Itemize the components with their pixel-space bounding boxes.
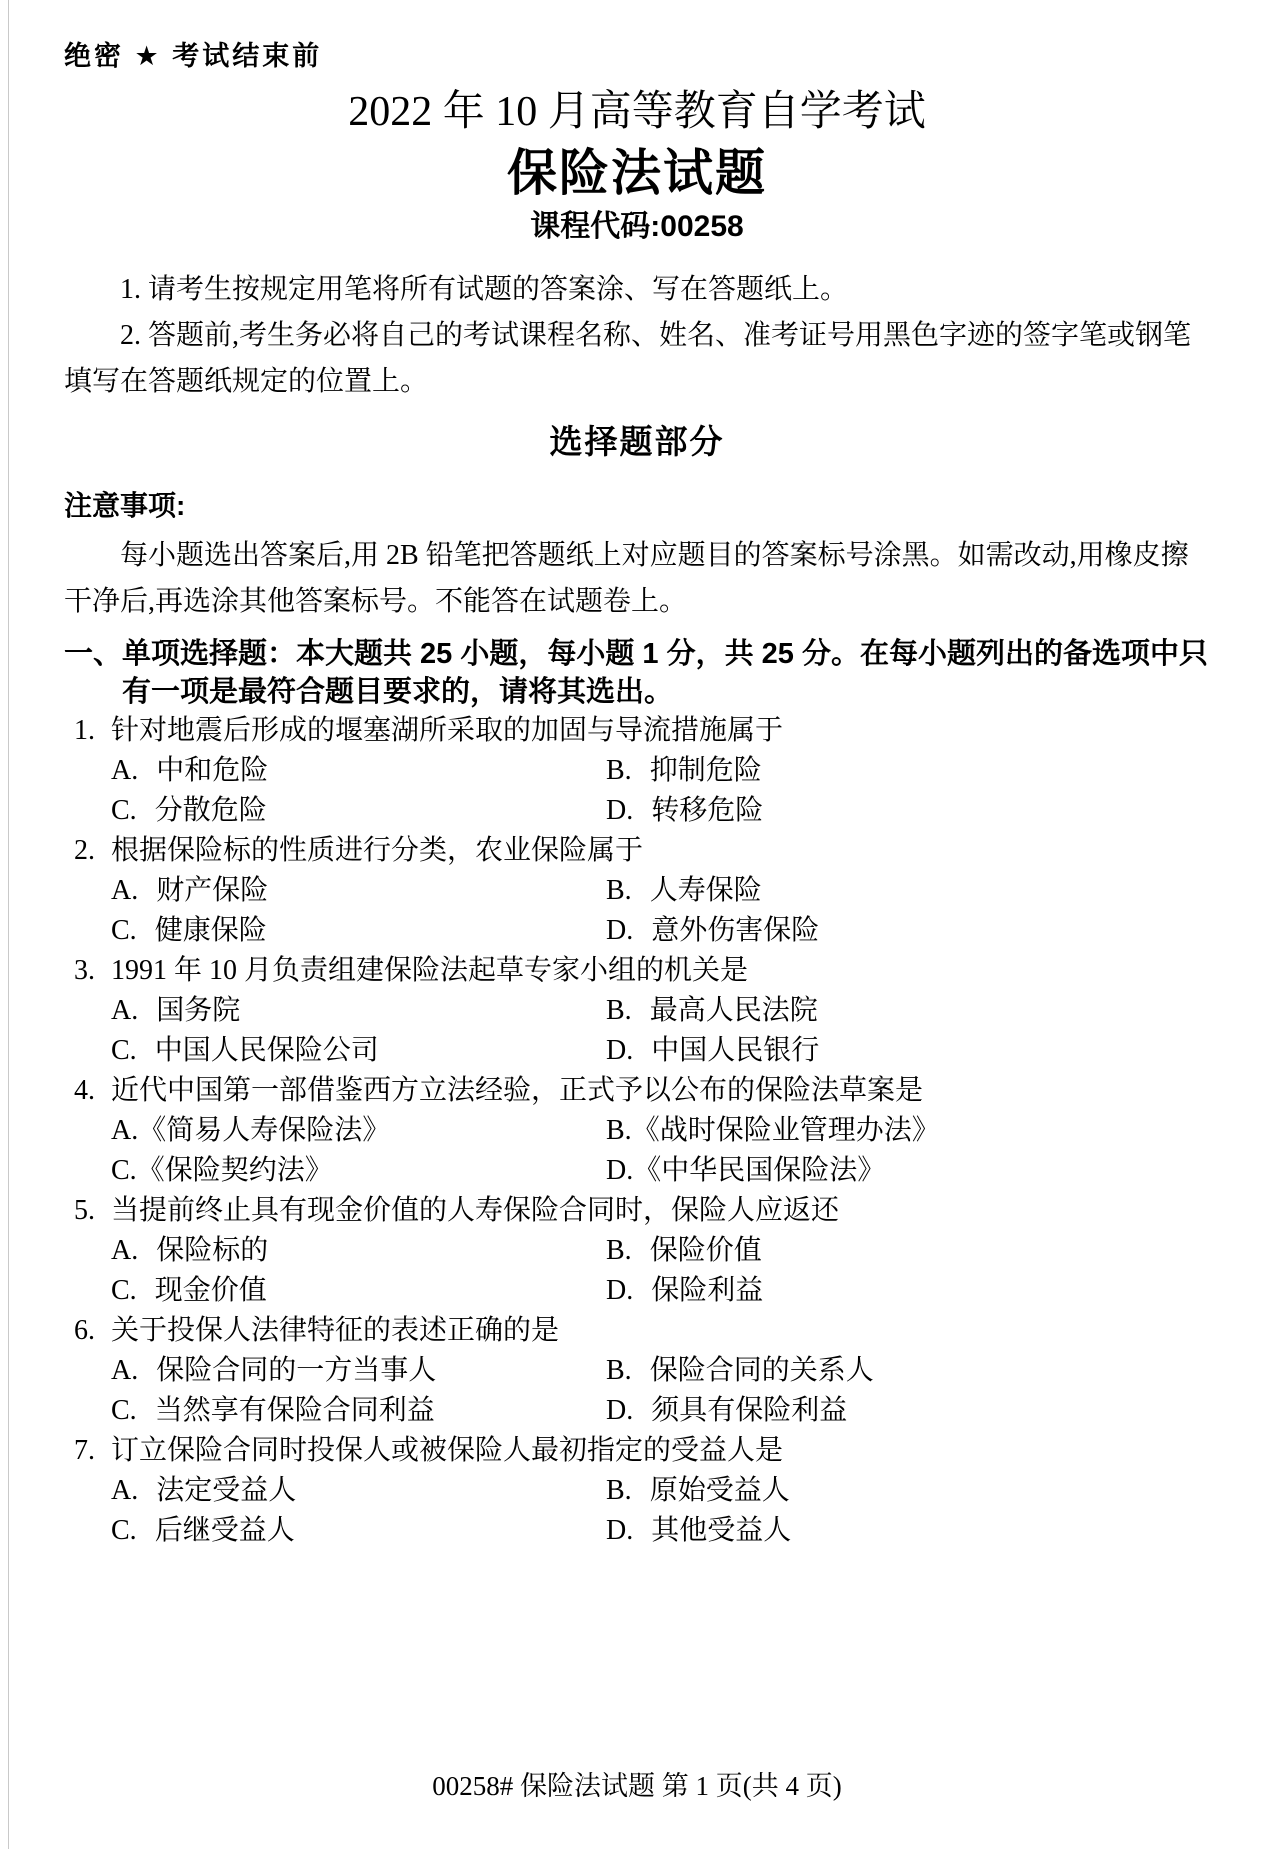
question-stem-row [64,831,1210,871]
instruction-1: 1. 请考生按规定用笔将所有试题的答案涂、写在答题纸上。 [120,274,849,306]
question-number: 6. [74,1315,95,1347]
part-one-heading: 一、单项选择题：本大题共 25 小题，每小题 1 分，共 25 分。在每小题列出的备选项中只有一项是最符合题目要求的，请将其选出。 [64,638,1208,709]
question-stem-row [64,1071,1210,1111]
question-list [64,711,1210,1551]
option-label: A. [111,995,139,1027]
question-options [64,1231,1210,1311]
option [606,1111,1210,1151]
option-label: A. [111,875,139,907]
question-stem: 当提前终止具有现金价值的人寿保险合同时，保险人应返还 [111,1195,840,1227]
option-text: 国务院 [156,995,241,1027]
option [111,751,606,791]
option [606,871,1210,911]
paper-title: 保险法试题 [507,145,767,202]
option-label: C. [111,795,137,827]
option-text: 现金价值 [154,1275,267,1307]
question-options [64,1471,1210,1551]
option-text: 《简易人寿保险法》 [138,1115,391,1147]
option-text: 其他受益人 [651,1515,792,1547]
option-text: 中国人民银行 [651,1035,820,1067]
option-text: 当然享有保险合同利益 [154,1395,435,1427]
option [111,871,606,911]
exam-session-title: 2022 年 10 月高等教育自学考试 [348,89,926,135]
option [606,1271,1210,1311]
option-text: 保险合同的关系人 [649,1355,874,1387]
option-label: C. [111,1515,137,1547]
option-label: A. [111,755,139,787]
page-footer: 00258# 保险法试题 第 1 页(共 4 页) [432,1771,842,1801]
option [606,1351,1210,1391]
option [606,1151,1210,1191]
notes-text: 每小题选出答案后,用 2B 铅笔把答题纸上对应题目的答案标号涂黑。如需改动,用橡皮擦干净后,再选涂其他答案标号。不能答在试题卷上。 [64,540,1189,618]
option-text: 转移危险 [651,795,764,827]
option-text: 财产保险 [156,875,269,907]
question-stem: 针对地震后形成的堰塞湖所采取的加固与导流措施属于 [111,715,784,747]
question [64,951,1210,1071]
course-code: 课程代码:00258 [530,209,744,243]
question [64,1311,1210,1431]
option [111,791,606,831]
option-label: C. [111,1275,137,1307]
instruction-2: 2. 答题前,考生务必将自己的考试课程名称、姓名、准考证号用黑色字迹的签字笔或钢笔填写在答题纸规定的位置上。 [64,320,1192,398]
option [111,1031,606,1071]
option-label: D. [606,1515,634,1547]
option-label: C. [111,915,137,947]
question-number: 7. [74,1435,95,1467]
option [111,991,606,1031]
option-label: B. [606,755,632,787]
option [606,1511,1210,1551]
option-label: D. [606,1035,634,1067]
option [606,991,1210,1031]
question-options [64,1111,1210,1191]
option [606,911,1210,951]
question-stem-row [64,711,1210,751]
option-text: 《保险契约法》 [136,1155,333,1187]
option [111,1391,606,1431]
option-text: 保险利益 [651,1275,764,1307]
option [111,1351,606,1391]
question-stem-row [64,1431,1210,1471]
option-text: 中和危险 [156,755,269,787]
question-stem-row [64,1311,1210,1351]
option-label: C. [111,1395,137,1427]
question-stem: 根据保险标的性质进行分类，农业保险属于 [111,835,644,867]
question-options [64,751,1210,831]
option-text: 抑制危险 [649,755,762,787]
notes-label: 注意事项: [64,490,186,522]
option-text: 保险合同的一方当事人 [156,1355,437,1387]
question-stem: 关于投保人法律特征的表述正确的是 [111,1315,560,1347]
option-label: B. [606,875,632,907]
option-text: 须具有保险利益 [651,1395,848,1427]
question-stem: 订立保险合同时投保人或被保险人最初指定的受益人是 [111,1435,784,1467]
option [606,1231,1210,1271]
option [606,751,1210,791]
option-text: 人寿保险 [649,875,762,907]
section-title: 选择题部分 [549,423,725,461]
option-text: 分散危险 [154,795,267,827]
option [111,1231,606,1271]
question-stem-row [64,951,1210,991]
option [111,1111,606,1151]
option [111,1511,606,1551]
option-label: B. [606,1235,632,1267]
question-number: 4. [74,1075,95,1107]
option-text: 法定受益人 [156,1475,297,1507]
option-label: B. [606,1475,632,1507]
option-text: 《战时保险业管理办法》 [631,1115,940,1147]
question-options [64,991,1210,1071]
option-label: D. [606,795,634,827]
option-text: 最高人民法院 [649,995,818,1027]
question-options [64,1351,1210,1431]
option-label: D. [606,1395,634,1427]
question [64,1431,1210,1551]
option [606,1471,1210,1511]
option-label: B. [606,1115,632,1147]
option-label: A. [111,1235,139,1267]
question-number: 5. [74,1195,95,1227]
question-number: 3. [74,955,95,987]
option-label: A. [111,1355,139,1387]
option-label: D. [606,1275,634,1307]
option-label: A. [111,1475,139,1507]
option [606,1391,1210,1431]
question [64,831,1210,951]
option [111,911,606,951]
option [111,1151,606,1191]
option [111,1471,606,1511]
option-text: 健康保险 [154,915,267,947]
question-stem: 1991 年 10 月负责组建保险法起草专家小组的机关是 [111,955,749,987]
option [606,1031,1210,1071]
question-stem: 近代中国第一部借鉴西方立法经验，正式予以公布的保险法草案是 [111,1075,924,1107]
general-instructions [64,267,1210,405]
question-options [64,871,1210,951]
option-text: 保险价值 [649,1235,762,1267]
classification-banner: 绝密 ★ 考试结束前 [64,41,323,71]
option-text: 《中华民国保险法》 [633,1155,886,1187]
question-number: 1. [74,715,95,747]
option-label: D. [606,1155,634,1187]
option-label: C. [111,1035,137,1067]
option-text: 意外伤害保险 [651,915,820,947]
question [64,711,1210,831]
option [111,1271,606,1311]
scan-edge-artifact [8,0,9,1849]
question [64,1071,1210,1191]
option [606,791,1210,831]
option-label: D. [606,915,634,947]
option-label: C. [111,1155,137,1187]
option-text: 后继受益人 [154,1515,295,1547]
option-label: B. [606,995,632,1027]
option-text: 中国人民保险公司 [154,1035,379,1067]
question-number: 2. [74,835,95,867]
option-label: A. [111,1115,139,1147]
option-label: B. [606,1355,632,1387]
question-stem-row [64,1191,1210,1231]
option-text: 原始受益人 [649,1475,790,1507]
option-text: 保险标的 [156,1235,269,1267]
question [64,1191,1210,1311]
